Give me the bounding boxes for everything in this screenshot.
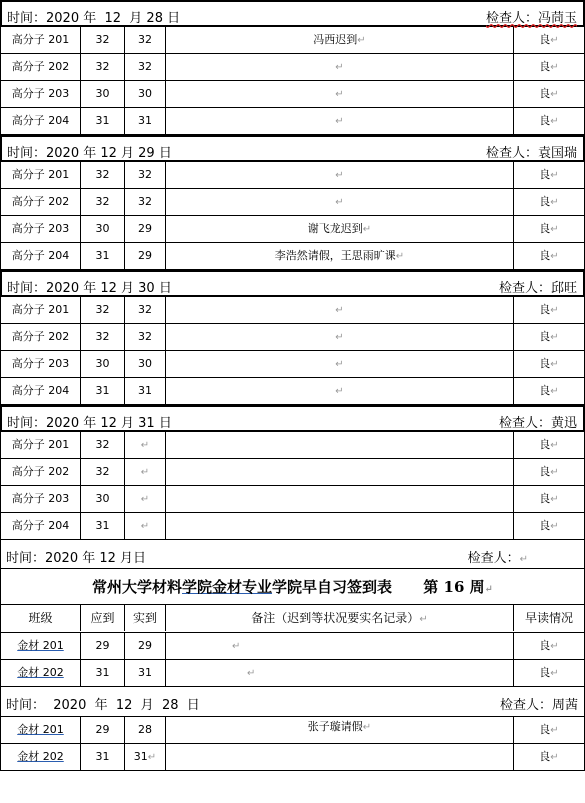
note-cell: 李浩然请假，王思雨旷课↵ bbox=[166, 243, 514, 269]
class-cell: 高分子 201 bbox=[1, 297, 81, 323]
table-row bbox=[0, 660, 585, 687]
actual-cell: ↵ bbox=[125, 459, 166, 485]
table-row bbox=[0, 378, 585, 405]
note-cell: ↵ bbox=[166, 378, 514, 404]
note-cell bbox=[166, 513, 514, 539]
section-date: 时间：2020 年 12 月 28 日 bbox=[7, 11, 181, 26]
header-due: 应到 bbox=[81, 605, 125, 631]
section-checker: 检查人：↵ bbox=[467, 551, 528, 566]
actual-cell: 32 bbox=[125, 189, 166, 215]
grade-cell: 良↵ bbox=[539, 222, 559, 235]
actual-cell: 29 bbox=[125, 243, 166, 269]
section-checker: 检查人：黄迅 bbox=[498, 416, 577, 431]
section-checker: 检查人：周茜 bbox=[499, 698, 578, 713]
actual-cell: 32 bbox=[125, 324, 166, 350]
class-cell: 高分子 201 bbox=[1, 162, 81, 188]
grade-cell: 良↵ bbox=[539, 60, 559, 73]
table-row bbox=[0, 633, 585, 660]
actual-cell: ↵ bbox=[125, 513, 166, 539]
section-header bbox=[0, 135, 585, 162]
class-cell: 金材 202 bbox=[1, 744, 81, 770]
grade-cell: 良↵ bbox=[539, 114, 559, 127]
table-row bbox=[0, 243, 585, 270]
grade-cell: 良↵ bbox=[539, 639, 559, 652]
grade-cell: 良↵ bbox=[539, 384, 559, 397]
actual-cell: 29 bbox=[125, 633, 166, 659]
grade-cell: 良↵ bbox=[539, 33, 559, 46]
section-header bbox=[0, 0, 585, 27]
actual-cell: 30 bbox=[125, 81, 166, 107]
note-cell: ↵ bbox=[166, 54, 514, 80]
due-cell: 30 bbox=[81, 216, 125, 242]
note-cell: 张子璇请假↵ bbox=[166, 717, 514, 743]
class-cell: 高分子 202 bbox=[1, 459, 81, 485]
due-cell: 29 bbox=[81, 717, 125, 743]
table-row bbox=[0, 744, 585, 771]
note-cell bbox=[166, 432, 514, 458]
grade-cell: 良↵ bbox=[539, 438, 559, 451]
due-cell: 31 bbox=[81, 513, 125, 539]
blank-date-header bbox=[0, 540, 585, 569]
due-cell: 32 bbox=[81, 297, 125, 323]
table-row bbox=[0, 351, 585, 378]
section-header bbox=[0, 270, 585, 297]
grade-cell: 良↵ bbox=[539, 87, 559, 100]
grade-cell: 良↵ bbox=[539, 519, 559, 532]
class-cell: 高分子 201 bbox=[1, 27, 81, 53]
class-cell: 高分子 201 bbox=[1, 432, 81, 458]
table-row bbox=[0, 216, 585, 243]
section-date: 时间： 2020 年 12 月 28 日 bbox=[6, 698, 200, 713]
class-cell: 高分子 204 bbox=[1, 108, 81, 134]
column-header-row bbox=[0, 605, 585, 633]
actual-cell: ↵ bbox=[125, 486, 166, 512]
actual-cell: 30 bbox=[125, 351, 166, 377]
section-date: 时间：2020 年 12 月 30 日 bbox=[7, 281, 172, 296]
grade-cell: 良↵ bbox=[539, 303, 559, 316]
table-row bbox=[0, 486, 585, 513]
due-cell: 31 bbox=[81, 744, 125, 770]
grade-cell: 良↵ bbox=[539, 465, 559, 478]
note-cell: ↵ bbox=[166, 324, 514, 350]
note-cell: ↵ bbox=[166, 633, 514, 659]
header-actual: 实到 bbox=[125, 605, 166, 631]
actual-cell: 28 bbox=[125, 717, 166, 743]
header-grade: 早读情况 bbox=[524, 611, 573, 625]
grade-cell: 良↵ bbox=[539, 168, 559, 181]
class-cell: 高分子 204 bbox=[1, 513, 81, 539]
note-cell: ↵ bbox=[166, 81, 514, 107]
due-cell: 32 bbox=[81, 162, 125, 188]
table-row bbox=[0, 189, 585, 216]
page-title: 常州大学材料学院金材专业学院早自习签到表 第 16 周↵ bbox=[0, 569, 585, 605]
section-header bbox=[0, 405, 585, 432]
note-cell: ↵ bbox=[166, 660, 514, 686]
actual-cell: 31 bbox=[125, 660, 166, 686]
table-row bbox=[0, 297, 585, 324]
class-cell: 高分子 203 bbox=[1, 486, 81, 512]
section-date: 时间：2020 年 12 月 29 日 bbox=[7, 146, 172, 161]
due-cell: 32 bbox=[81, 54, 125, 80]
class-cell: 高分子 203 bbox=[1, 351, 81, 377]
class-cell: 金材 201 bbox=[1, 633, 81, 659]
table-row bbox=[0, 162, 585, 189]
section-date: 时间：2020 年 12 月 31 日 bbox=[7, 416, 172, 431]
actual-cell: 32 bbox=[125, 27, 166, 53]
note-cell: ↵ bbox=[166, 162, 514, 188]
table-row bbox=[0, 459, 585, 486]
due-cell: 32 bbox=[81, 432, 125, 458]
grade-cell: 良↵ bbox=[539, 492, 559, 505]
table-row bbox=[0, 54, 585, 81]
class-cell: 高分子 203 bbox=[1, 81, 81, 107]
actual-cell: 32 bbox=[125, 162, 166, 188]
due-cell: 31 bbox=[81, 243, 125, 269]
due-cell: 32 bbox=[81, 27, 125, 53]
due-cell: 32 bbox=[81, 459, 125, 485]
due-cell: 29 bbox=[81, 633, 125, 659]
header-note: 备注（迟到等状况要实名记录）↵ bbox=[166, 605, 514, 631]
due-cell: 30 bbox=[81, 81, 125, 107]
actual-cell: 31 bbox=[125, 378, 166, 404]
note-cell: ↵ bbox=[166, 108, 514, 134]
grade-cell: 良↵ bbox=[539, 666, 559, 679]
actual-cell: 31 bbox=[125, 108, 166, 134]
grade-cell: 良↵ bbox=[539, 195, 559, 208]
due-cell: 30 bbox=[81, 351, 125, 377]
class-cell: 高分子 204 bbox=[1, 243, 81, 269]
section-date: 时间：2020 年 12 月日 bbox=[6, 551, 147, 566]
table-row bbox=[0, 324, 585, 351]
table-row bbox=[0, 717, 585, 744]
section-checker: 检查人：冯茼玉 bbox=[485, 11, 577, 26]
note-cell bbox=[166, 486, 514, 512]
note-cell: ↵ bbox=[166, 189, 514, 215]
due-cell: 31 bbox=[81, 660, 125, 686]
table-row bbox=[0, 108, 585, 135]
due-cell: 32 bbox=[81, 189, 125, 215]
due-cell: 31 bbox=[81, 108, 125, 134]
section-header bbox=[0, 687, 585, 717]
class-cell: 高分子 203 bbox=[1, 216, 81, 242]
due-cell: 31 bbox=[81, 378, 125, 404]
class-cell: 高分子 202 bbox=[1, 324, 81, 350]
actual-cell: 31↵ bbox=[125, 744, 166, 770]
table-row bbox=[0, 27, 585, 54]
actual-cell: 32 bbox=[125, 297, 166, 323]
class-cell: 高分子 202 bbox=[1, 189, 81, 215]
actual-cell: 29 bbox=[125, 216, 166, 242]
grade-cell: 良↵ bbox=[539, 357, 559, 370]
note-cell: ↵ bbox=[166, 351, 514, 377]
actual-cell: 32 bbox=[125, 54, 166, 80]
note-cell: 谢飞龙迟到↵ bbox=[166, 216, 514, 242]
class-cell: 高分子 202 bbox=[1, 54, 81, 80]
due-cell: 30 bbox=[81, 486, 125, 512]
note-cell bbox=[166, 744, 514, 770]
table-row bbox=[0, 81, 585, 108]
class-cell: 金材 202 bbox=[1, 660, 81, 686]
header-class: 班级 bbox=[1, 605, 81, 631]
due-cell: 32 bbox=[81, 324, 125, 350]
note-cell: 冯西迟到↵ bbox=[166, 27, 514, 53]
table-row bbox=[0, 513, 585, 540]
section-checker: 检查人：袁国瑞 bbox=[485, 146, 577, 161]
note-cell: ↵ bbox=[166, 297, 514, 323]
note-cell bbox=[166, 459, 514, 485]
grade-cell: 良↵ bbox=[539, 723, 559, 736]
actual-cell: ↵ bbox=[125, 432, 166, 458]
grade-cell: 良↵ bbox=[539, 750, 559, 763]
class-cell: 高分子 204 bbox=[1, 378, 81, 404]
grade-cell: 良↵ bbox=[539, 249, 559, 262]
section-checker: 检查人：邱旺 bbox=[498, 281, 577, 296]
grade-cell: 良↵ bbox=[539, 330, 559, 343]
table-row bbox=[0, 432, 585, 459]
class-cell: 金材 201 bbox=[1, 717, 81, 743]
